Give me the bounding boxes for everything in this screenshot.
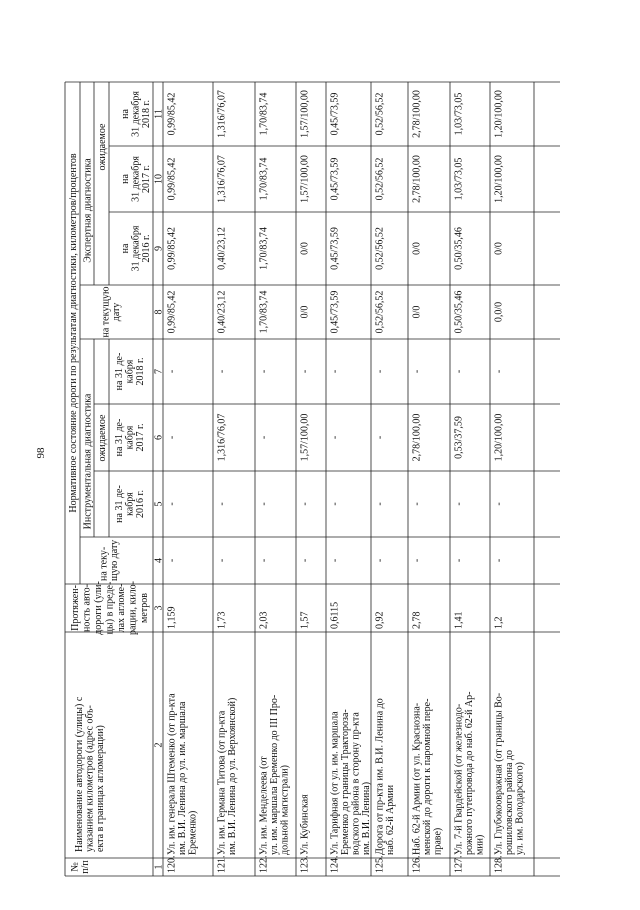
road-name-line: дольной магистрали) [279, 765, 291, 855]
diagnostic-value: 0,50/35,46 [453, 290, 465, 334]
diagnostic-value: - [216, 369, 228, 374]
row-number: 123. [299, 855, 311, 873]
road-name-line: Ул. им. Менделеева (от [258, 756, 270, 855]
header-instr-date: на 31 де- [114, 352, 125, 391]
diagnostic-value: - [216, 502, 228, 506]
diagnostic-value: 1,57/100,00 [299, 155, 311, 203]
diagnostic-value: - [493, 502, 505, 506]
header-expert-current: дату [110, 302, 122, 322]
diagnostic-value: 1,70/83,74 [258, 92, 270, 136]
header-expert-date: на [120, 243, 131, 254]
header-instr-date: 2017 г. [135, 423, 146, 452]
diagnostic-value: 1,57/100,00 [299, 413, 311, 462]
diagnostic-value: 2,78/100,00 [411, 413, 423, 462]
diagnostic-value: 1,70/83,74 [258, 227, 270, 270]
header-expected-expert: ожидаемое [97, 123, 108, 171]
row-number: 128. [493, 855, 505, 873]
header-instr-date: на 31 де- [114, 485, 125, 523]
header-col-name: екта в границах агломерации) [95, 725, 106, 852]
diagnostic-value: 1,316/76,07 [216, 90, 228, 138]
diagnostic-value: - [411, 502, 423, 506]
diagnostic-value: 0,45/73,59 [329, 290, 341, 334]
header-col-length: Протяжен- [70, 585, 81, 631]
row-number: 124. [329, 855, 341, 873]
row-number: 122. [258, 855, 270, 873]
header-col-num: № [69, 862, 81, 872]
header-instr-date: 2018 г. [135, 357, 146, 386]
header-expert-date: 31 декабря [130, 225, 142, 272]
column-number: 1 [153, 864, 165, 870]
diagnostic-value: 0/0 [411, 305, 423, 319]
header-expert-date: на [120, 109, 131, 119]
column-number: 10 [153, 174, 165, 184]
diagnostic-value: 1,316/76,07 [216, 155, 228, 203]
road-length: 0,92 [374, 611, 386, 629]
road-length: 1,57 [299, 611, 311, 629]
column-number: 3 [153, 605, 165, 611]
header-group-title: Нормативное состояние дороги по результатам диагностики, километров/процентов [68, 153, 79, 513]
diagnostic-value: 2,78/100,00 [411, 155, 423, 203]
diagnostic-value: - [374, 435, 386, 440]
diagnostic-value: 1,57/100,00 [299, 90, 311, 138]
diagnostic-value: - [299, 558, 311, 563]
header-expert-date: на [120, 174, 131, 184]
diagnostic-value: 0/0 [493, 242, 505, 255]
diagnostic-value: 0,99/85,42 [166, 290, 178, 334]
road-length: 1,41 [453, 611, 465, 629]
header-instr-date: кабря [124, 425, 136, 450]
road-length: 2,03 [258, 611, 270, 629]
header-expert-date: 31 декабря [130, 91, 142, 137]
diagnostic-value: - [216, 558, 228, 563]
road-name-line: рошиловского района до [504, 749, 515, 855]
header-expert-date: 2018 г. [141, 100, 152, 128]
diagnostic-value: - [453, 369, 465, 374]
header-col-num: п/п [79, 860, 91, 874]
diagnostic-value: - [453, 558, 465, 563]
diagnostic-value: - [258, 435, 270, 440]
diagnostic-value: - [493, 369, 505, 374]
road-name-line: мии) [474, 834, 486, 855]
diagnostic-value: 1,03/73,05 [453, 157, 465, 201]
diagnostic-value: 0,0/0 [493, 301, 505, 323]
row-number: 125. [374, 855, 386, 873]
road-name-line: водского района в сторону пр-кта [350, 712, 362, 855]
header-expert-current: на текущую [100, 286, 112, 338]
road-name-line: Наб. 62-й Армии (от ул. Краснозна- [411, 702, 423, 855]
road-name-line: Ул. им. генерала Штеменко (от пр-кта [166, 693, 178, 855]
road-name-line: менской до дороги к паромной пере- [422, 698, 433, 855]
column-number: 2 [153, 742, 165, 748]
diagnostic-value: 1,20/100,00 [493, 413, 505, 462]
diagnostic-value: - [453, 502, 465, 506]
header-col-name: Наименование автодороги (улицы) с [74, 696, 85, 852]
diagnostic-value: 0,45/73,59 [329, 92, 341, 136]
diagnostic-value: - [374, 369, 386, 374]
diagnostic-value: - [166, 558, 178, 563]
header-expert-title: Экспертная диагностика [82, 158, 94, 263]
diagnostic-value: 0,45/73,59 [329, 227, 341, 270]
road-name-line: им. В.И. Ленина) [361, 781, 372, 855]
diagnostic-value: 0/0 [411, 242, 423, 255]
diagnostic-value: - [411, 558, 423, 563]
road-name-line: ул. им. Володарского) [514, 762, 526, 855]
table-text [68, 90, 526, 874]
row-number: 121. [216, 855, 228, 873]
road-name-line: рожного путепровода до наб. 62-й Ар- [464, 691, 475, 855]
road-name-line: Дорога от пр-кта им. В.И. Ленина до [374, 698, 386, 855]
diagnostic-value: - [329, 435, 341, 440]
road-name-line: Ул. Глубокоовражная (от границы Во- [493, 692, 505, 855]
diagnostic-value: - [374, 558, 386, 563]
diagnostic-value: 1,70/83,74 [258, 157, 270, 201]
diagnostic-value: 1,316/76,07 [216, 413, 228, 462]
header-col-length: лах агломе- [116, 583, 127, 633]
header-expert-date: 2017 г. [141, 165, 152, 193]
road-name-line: наб. 62-й Армии [385, 784, 396, 855]
diagnostic-value: 1,03/73,05 [453, 92, 465, 136]
header-col-length: ность авто- [81, 584, 93, 632]
diagnostic-value: - [493, 558, 505, 563]
road-name-line: ул. им. маршала Еременко до III Про- [269, 694, 280, 855]
road-length: 0,6115 [329, 601, 341, 629]
road-name-line: Ул. им. Германа Титова (от пр-кта [216, 710, 228, 855]
column-number: 4 [153, 558, 165, 563]
column-number: 5 [153, 501, 165, 507]
road-length: 1,159 [166, 606, 178, 629]
road-name-line: Еременко) [187, 810, 199, 855]
header-expected-instr: ожидаемое [97, 414, 108, 462]
header-instr-date: на 31 де- [114, 418, 125, 457]
header-col-length: метров [139, 593, 150, 623]
diagnostic-value: 0,45/73,59 [329, 157, 341, 201]
road-name-line: праве) [432, 827, 444, 855]
page-number: 98 [35, 447, 47, 459]
diagnostic-value: 0,99/85,42 [166, 157, 178, 201]
column-number: 6 [153, 435, 165, 440]
diagnostic-value: 0,99/85,42 [166, 227, 178, 270]
diagnostic-value: 0,52/56,52 [374, 290, 386, 334]
road-length: 1,2 [493, 616, 505, 629]
header-expert-date: 31 декабря [130, 156, 142, 202]
diagnostic-value: 1,20/100,00 [493, 155, 505, 203]
header-current-date: щую дату [108, 539, 120, 581]
row-number: 120. [166, 855, 178, 873]
diagnostic-value: - [374, 502, 386, 506]
header-col-length: рации, кило- [127, 580, 139, 636]
diagnostic-value: - [258, 558, 270, 563]
diagnostic-value: 0/0 [299, 242, 311, 255]
diagnostic-value: - [329, 558, 341, 563]
diagnostic-value: 1,70/83,74 [258, 290, 270, 334]
diagnostic-value: - [166, 435, 178, 440]
column-number: 9 [153, 246, 165, 251]
road-name-line: Ул. Кубинская [299, 794, 311, 855]
header-col-length: цы) в преде- [104, 581, 116, 635]
diagnostic-value: 0,52/56,52 [374, 227, 386, 270]
column-number: 8 [153, 309, 165, 315]
diagnostic-value: 0,99/85,42 [166, 92, 178, 136]
road-length: 2,78 [411, 611, 423, 629]
road-name-line: им. В.И. Ленина до ул. Верхоянской) [227, 697, 238, 855]
header-col-name: указанием километров (адрес объ- [84, 705, 96, 852]
diagnostic-value: 0,40/23,12 [216, 227, 228, 270]
diagnostic-value: - [258, 369, 270, 374]
header-expert-date: 2016 г. [141, 234, 152, 263]
road-length: 1,73 [216, 611, 228, 629]
header-col-length: дороги (ули- [93, 581, 104, 635]
diagnostic-value: 2,78/100,00 [411, 90, 423, 138]
diagnostic-value: - [329, 502, 341, 506]
column-number: 7 [153, 369, 165, 374]
header-instr-date: кабря [124, 492, 136, 516]
diagnostic-value: - [166, 369, 178, 374]
row-number: 126. [411, 855, 423, 873]
diagnostic-value: 0,53/37,59 [453, 416, 465, 459]
diagnostic-value: - [299, 369, 311, 374]
diagnostic-value: 0,52/56,52 [374, 157, 386, 201]
diagnostic-value: - [329, 369, 341, 374]
road-name-line: Ул. 7-й Гвардейской (от железнодо- [453, 703, 465, 855]
header-instr-title: Инструментальная диагностика [82, 393, 94, 530]
road-name-line: Еременко до границы Трактороза- [340, 709, 351, 855]
diagnostic-value: - [411, 369, 423, 374]
diagnostic-value: 0,50/35,46 [453, 227, 465, 270]
diagnostic-value: - [258, 502, 270, 506]
header-instr-date: кабря [124, 359, 136, 384]
diagnostic-value: 0,40/23,12 [216, 290, 228, 334]
column-number: 11 [153, 109, 165, 119]
road-name-line: им. В.И. Ленина до ул. им. маршала [177, 701, 188, 855]
header-current-date: на теку- [98, 546, 110, 581]
diagnostic-value: - [166, 502, 178, 506]
road-name-line: Ул. Тарифная (от ул. им. маршала [329, 711, 341, 855]
header-instr-date: 2016 г. [135, 490, 146, 518]
diagnostic-value: 1,20/100,00 [493, 90, 505, 138]
diagnostic-value: - [299, 502, 311, 506]
diagnostic-value: 0/0 [299, 305, 311, 319]
diagnostic-value: 0,52/56,52 [374, 92, 386, 136]
row-number: 127. [453, 855, 465, 873]
